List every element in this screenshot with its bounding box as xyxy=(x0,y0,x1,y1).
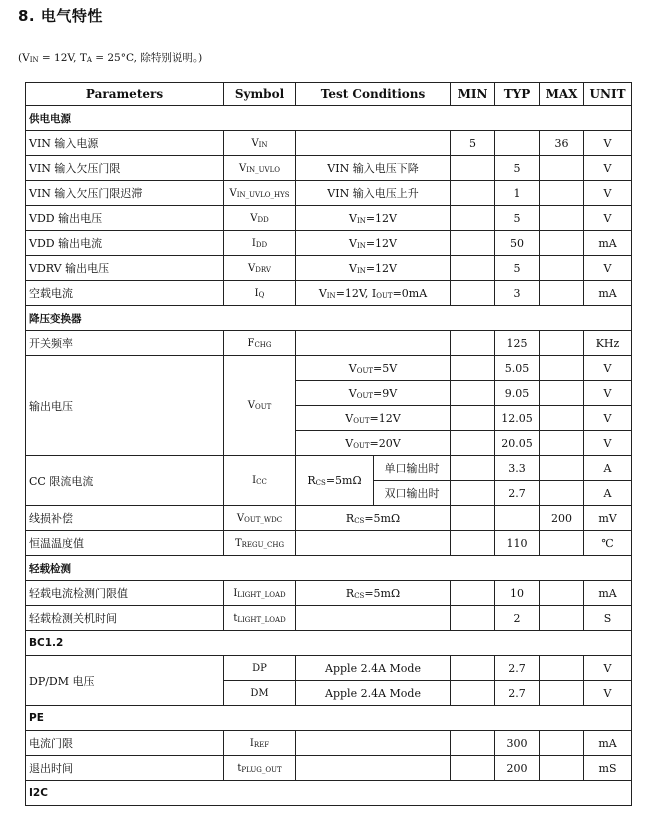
condition-cell: $V_{OUT}=12V$ xyxy=(296,406,451,431)
condition-cell: VIN 输入电压上升 xyxy=(296,181,451,206)
symbol-cell: $I_Q$ xyxy=(224,281,296,306)
unit-cell: V xyxy=(584,381,632,406)
min-cell xyxy=(451,581,495,606)
unit-cell: mA xyxy=(584,281,632,306)
typ-cell xyxy=(495,506,540,531)
unit-cell: V xyxy=(584,356,632,381)
param-cell: 退出时间 xyxy=(26,756,224,781)
section-title: 降压变换器 xyxy=(26,306,632,331)
max-cell xyxy=(540,256,584,281)
min-cell xyxy=(451,256,495,281)
table-row xyxy=(26,131,632,156)
symbol-cell: $T_{REGU\_CHG}$ xyxy=(224,531,296,556)
table-row xyxy=(26,356,632,381)
table-row xyxy=(26,731,632,756)
symbol-cell: DM xyxy=(224,681,296,706)
min-cell xyxy=(451,431,495,456)
table-row xyxy=(26,656,632,681)
section-title: BC1.2 xyxy=(26,631,632,656)
condition-cell xyxy=(296,756,451,781)
electrical-characteristics-table xyxy=(25,82,632,806)
table-row xyxy=(26,331,632,356)
param-cell: 开关频率 xyxy=(26,331,224,356)
min-cell xyxy=(451,731,495,756)
typ-cell: 2.7 xyxy=(495,656,540,681)
max-cell xyxy=(540,456,584,481)
section-title: 轻载检测 xyxy=(26,556,632,581)
condition-cell: $V_{IN}=12V$ xyxy=(296,256,451,281)
typ-cell: 5 xyxy=(495,206,540,231)
table-row xyxy=(26,281,632,306)
param-cell: VIN 输入欠压门限 xyxy=(26,156,224,181)
header-symbol: Symbol xyxy=(224,83,296,106)
typ-cell: 200 xyxy=(495,756,540,781)
header-unit: UNIT xyxy=(584,83,632,106)
min-cell: 5 xyxy=(451,131,495,156)
condition-cell: $V_{OUT}=9V$ xyxy=(296,381,451,406)
typ-cell: 10 xyxy=(495,581,540,606)
header-min: MIN xyxy=(451,83,495,106)
table-row xyxy=(26,581,632,606)
unit-cell: V xyxy=(584,131,632,156)
condition-cell: Apple 2.4A Mode xyxy=(296,681,451,706)
typ-cell: 50 xyxy=(495,231,540,256)
unit-cell: A xyxy=(584,481,632,506)
condition-cell: $V_{OUT}=5V$ xyxy=(296,356,451,381)
min-cell xyxy=(451,606,495,631)
min-cell xyxy=(451,356,495,381)
table-row xyxy=(26,606,632,631)
min-cell xyxy=(451,331,495,356)
unit-cell: mA xyxy=(584,231,632,256)
unit-cell: KHz xyxy=(584,331,632,356)
table-row xyxy=(26,531,632,556)
param-cell: DP/DM 电压 xyxy=(26,656,224,706)
typ-cell: 5.05 xyxy=(495,356,540,381)
unit-cell: V xyxy=(584,406,632,431)
section-row-buck xyxy=(26,306,632,331)
max-cell xyxy=(540,181,584,206)
table-row xyxy=(26,231,632,256)
table-row xyxy=(26,181,632,206)
param-cell: 线损补偿 xyxy=(26,506,224,531)
typ-cell xyxy=(495,131,540,156)
symbol-cell: DP xyxy=(224,656,296,681)
min-cell xyxy=(451,231,495,256)
param-cell: 恒温温度值 xyxy=(26,531,224,556)
unit-cell: V xyxy=(584,256,632,281)
table-header-row xyxy=(26,83,632,106)
condition-cell xyxy=(296,731,451,756)
symbol-cell: $I_{DD}$ xyxy=(224,231,296,256)
min-cell xyxy=(451,506,495,531)
section-row-light-load xyxy=(26,556,632,581)
condition-cell: $V_{OUT}=20V$ xyxy=(296,431,451,456)
symbol-cell: $V_{DD}$ xyxy=(224,206,296,231)
param-cell: 输出电压 xyxy=(26,356,224,456)
symbol-cell: $I_{CC}$ xyxy=(224,456,296,506)
symbol-cell: $V_{OUT\_WDC}$ xyxy=(224,506,296,531)
section-row-bc12 xyxy=(26,631,632,656)
unit-cell: ℃ xyxy=(584,531,632,556)
typ-cell: 5 xyxy=(495,156,540,181)
unit-cell: V xyxy=(584,156,632,181)
min-cell xyxy=(451,531,495,556)
section-row-i2c xyxy=(26,781,632,806)
table-row xyxy=(26,156,632,181)
condition-cell: $R_{CS}=5m\Omega$ xyxy=(296,456,374,506)
header-typ: TYP xyxy=(495,83,540,106)
condition-cell xyxy=(296,131,451,156)
max-cell: 200 xyxy=(540,506,584,531)
section-row-power xyxy=(26,106,632,131)
param-cell: VDD 输出电流 xyxy=(26,231,224,256)
unit-cell: V xyxy=(584,656,632,681)
param-cell: CC 限流电流 xyxy=(26,456,224,506)
symbol-cell: $t_{LIGHT\_LOAD}$ xyxy=(224,606,296,631)
condition-cell xyxy=(296,531,451,556)
symbol-cell: $V_{IN}$ xyxy=(224,131,296,156)
max-cell xyxy=(540,206,584,231)
section-title: 供电电源 xyxy=(26,106,632,131)
max-cell: 36 xyxy=(540,131,584,156)
max-cell xyxy=(540,406,584,431)
min-cell xyxy=(451,181,495,206)
min-cell xyxy=(451,406,495,431)
table-row xyxy=(26,256,632,281)
section-row-pe xyxy=(26,706,632,731)
max-cell xyxy=(540,331,584,356)
min-cell xyxy=(451,756,495,781)
condition-cell: $R_{CS}=5m\Omega$ xyxy=(296,506,451,531)
param-cell: 轻载检测关机时间 xyxy=(26,606,224,631)
param-cell: VDRV 输出电压 xyxy=(26,256,224,281)
min-cell xyxy=(451,656,495,681)
typ-cell: 9.05 xyxy=(495,381,540,406)
conditions-note: ($V_{IN} = 12V$, $T_A = 25^\circ C$, 除特别说明。) xyxy=(18,52,203,64)
param-cell: 轻载电流检测门限值 xyxy=(26,581,224,606)
unit-cell: A xyxy=(584,456,632,481)
typ-cell: 2.7 xyxy=(495,681,540,706)
typ-cell: 3.3 xyxy=(495,456,540,481)
max-cell xyxy=(540,156,584,181)
typ-cell: 5 xyxy=(495,256,540,281)
condition-cell: $V_{IN}=12V$, $I_{OUT}=0mA$ xyxy=(296,281,451,306)
section-heading: 8. 电气特性 xyxy=(18,7,103,25)
condition-cell: $V_{IN}=12V$ xyxy=(296,206,451,231)
typ-cell: 1 xyxy=(495,181,540,206)
min-cell xyxy=(451,681,495,706)
header-test-conditions: Test Conditions xyxy=(296,83,451,106)
unit-cell: mA xyxy=(584,581,632,606)
symbol-cell: $I_{LIGHT\_LOAD}$ xyxy=(224,581,296,606)
unit-cell: V xyxy=(584,681,632,706)
condition-cell: Apple 2.4A Mode xyxy=(296,656,451,681)
min-cell xyxy=(451,281,495,306)
param-cell: VIN 输入欠压门限迟滞 xyxy=(26,181,224,206)
symbol-cell: $F_{CHG}$ xyxy=(224,331,296,356)
condition-cell: $V_{IN}=12V$ xyxy=(296,231,451,256)
mode-cell: 单口输出时 xyxy=(374,456,451,481)
max-cell xyxy=(540,231,584,256)
max-cell xyxy=(540,481,584,506)
min-cell xyxy=(451,156,495,181)
max-cell xyxy=(540,756,584,781)
header-max: MAX xyxy=(540,83,584,106)
typ-cell: 20.05 xyxy=(495,431,540,456)
symbol-cell: $V_{OUT}$ xyxy=(224,356,296,456)
typ-cell: 12.05 xyxy=(495,406,540,431)
max-cell xyxy=(540,656,584,681)
max-cell xyxy=(540,431,584,456)
max-cell xyxy=(540,606,584,631)
typ-cell: 125 xyxy=(495,331,540,356)
param-cell: VIN 输入电源 xyxy=(26,131,224,156)
unit-cell: V xyxy=(584,181,632,206)
unit-cell: S xyxy=(584,606,632,631)
symbol-cell: $V_{IN\_UVLO\_HYS}$ xyxy=(224,181,296,206)
condition-cell xyxy=(296,331,451,356)
param-cell: VDD 输出电压 xyxy=(26,206,224,231)
table-row xyxy=(26,756,632,781)
max-cell xyxy=(540,531,584,556)
unit-cell: mS xyxy=(584,756,632,781)
header-parameters: Parameters xyxy=(26,83,224,106)
max-cell xyxy=(540,681,584,706)
table-row xyxy=(26,506,632,531)
max-cell xyxy=(540,381,584,406)
symbol-cell: $I_{REF}$ xyxy=(224,731,296,756)
typ-cell: 300 xyxy=(495,731,540,756)
condition-cell: $R_{CS}=5m\Omega$ xyxy=(296,581,451,606)
min-cell xyxy=(451,456,495,481)
min-cell xyxy=(451,206,495,231)
unit-cell: V xyxy=(584,431,632,456)
section-title: I2C xyxy=(26,781,632,806)
typ-cell: 110 xyxy=(495,531,540,556)
param-cell: 电流门限 xyxy=(26,731,224,756)
symbol-cell: $t_{PLUG\_OUT}$ xyxy=(224,756,296,781)
table-row xyxy=(26,456,632,481)
table-row xyxy=(26,206,632,231)
typ-cell: 3 xyxy=(495,281,540,306)
unit-cell: V xyxy=(584,206,632,231)
max-cell xyxy=(540,731,584,756)
symbol-cell: $V_{DRV}$ xyxy=(224,256,296,281)
symbol-cell: $V_{IN\_UVLO}$ xyxy=(224,156,296,181)
max-cell xyxy=(540,356,584,381)
max-cell xyxy=(540,281,584,306)
typ-cell: 2.7 xyxy=(495,481,540,506)
param-cell: 空载电流 xyxy=(26,281,224,306)
min-cell xyxy=(451,381,495,406)
unit-cell: mV xyxy=(584,506,632,531)
condition-cell xyxy=(296,606,451,631)
max-cell xyxy=(540,581,584,606)
min-cell xyxy=(451,481,495,506)
section-title: PE xyxy=(26,706,632,731)
unit-cell: mA xyxy=(584,731,632,756)
typ-cell: 2 xyxy=(495,606,540,631)
condition-cell: VIN 输入电压下降 xyxy=(296,156,451,181)
mode-cell: 双口输出时 xyxy=(374,481,451,506)
